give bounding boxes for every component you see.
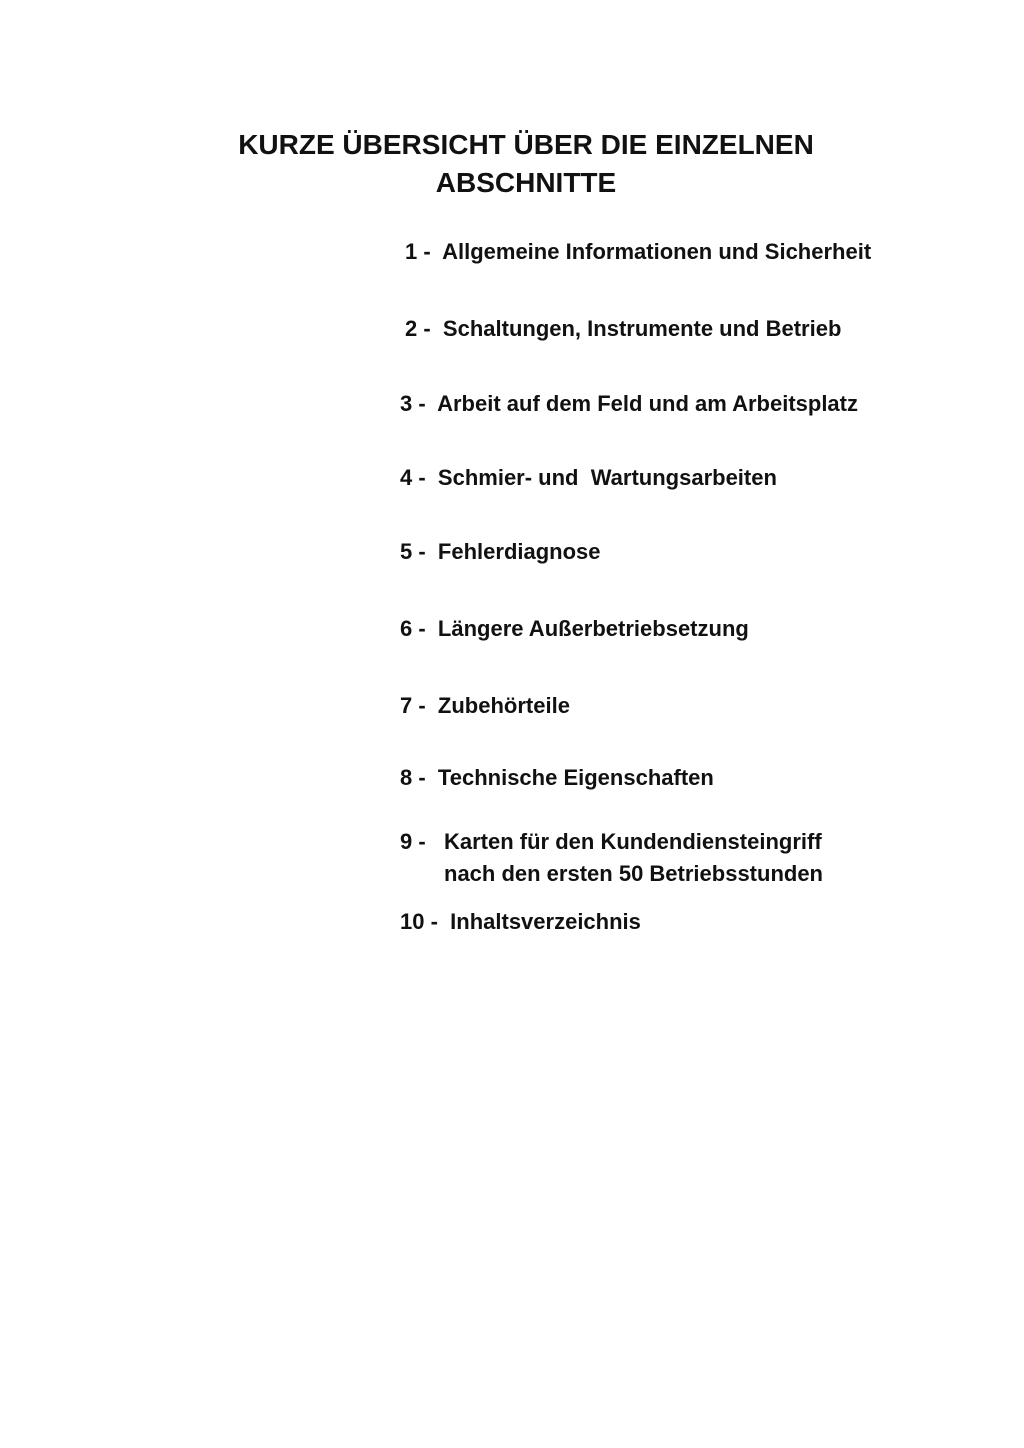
section-entry-3	[400, 388, 858, 420]
section-entry-5	[400, 536, 601, 568]
section-title: Fehlerdiagnose	[437, 539, 601, 564]
title-line-2: ABSCHNITTE	[435, 167, 617, 198]
section-entry-2	[405, 313, 841, 345]
section-entry-9	[400, 826, 960, 890]
section-entry-6	[400, 613, 749, 645]
section-entry-8	[400, 762, 714, 794]
section-number: 4 -	[400, 465, 432, 490]
section-title: Schmier- und Wartungsarbeiten	[437, 465, 777, 490]
section-title: Technische Eigenschaften	[437, 765, 714, 790]
title-line-1: KURZE ÜBERSICHT ÜBER DIE EINZELNEN	[238, 129, 814, 160]
section-entry-1	[405, 236, 871, 268]
section-title: Schaltungen, Instrumente und Betrieb	[442, 316, 842, 341]
section-entry-10	[400, 906, 641, 938]
section-number: 2 -	[405, 316, 437, 341]
section-number: 6 -	[400, 616, 432, 641]
section-number: 5 -	[400, 539, 432, 564]
section-title: Allgemeine Informationen und Sicherheit	[442, 239, 872, 264]
section-entry-4	[400, 462, 777, 494]
document-title	[0, 126, 1024, 202]
section-row-1	[400, 826, 960, 858]
section-number: 1 -	[405, 239, 437, 264]
section-title: Inhaltsverzeichnis	[450, 909, 641, 934]
section-title: Arbeit auf dem Feld und am Arbeitsplatz	[437, 391, 858, 416]
section-number: 3 -	[400, 391, 432, 416]
section-title-line-2: nach den ersten 50 Betriebsstunden	[444, 861, 823, 886]
section-number: 9 -	[400, 829, 426, 854]
section-number: 8 -	[400, 765, 432, 790]
section-number: 10 -	[400, 909, 445, 934]
section-entry-7	[400, 690, 570, 722]
section-number: 7 -	[400, 693, 432, 718]
section-title: Zubehörteile	[437, 693, 570, 718]
section-title: Längere Außerbetriebsetzung	[437, 616, 749, 641]
section-title-line-1: Karten für den Kundendiensteingriff	[444, 829, 822, 854]
